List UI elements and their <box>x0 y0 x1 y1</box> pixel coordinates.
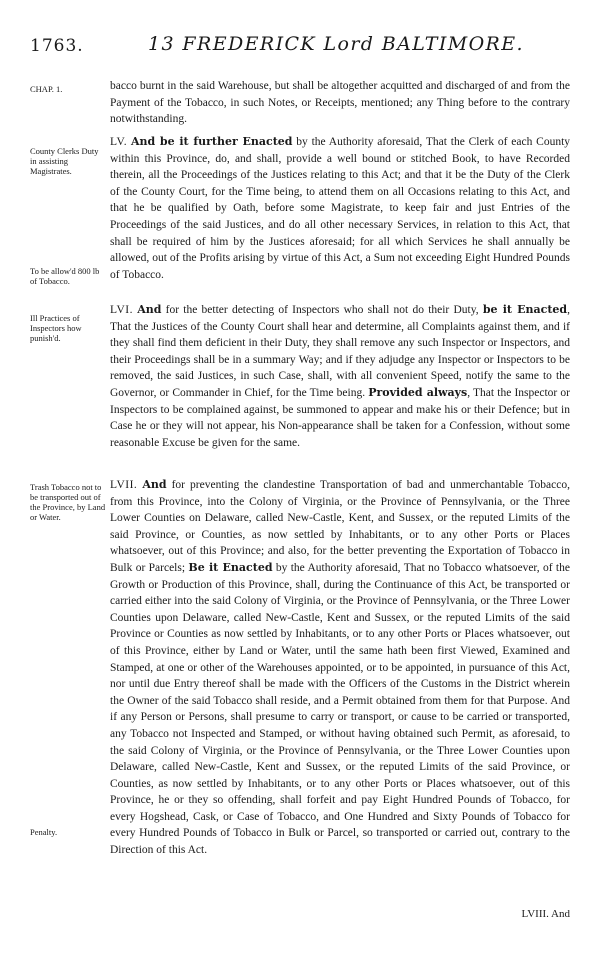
blackletter-phrase: be it Enacted <box>482 303 568 316</box>
margin-note-penalty: Penalty. <box>30 827 58 837</box>
blackletter-phrase: Provided always <box>368 385 468 399</box>
blackletter-phrase: And <box>142 478 167 491</box>
margin-note-ill-practices: Ill Practices of Inspectors how punish'd. <box>30 313 82 343</box>
catchword: LVIII. And <box>521 908 570 920</box>
section-lvii <box>110 477 570 859</box>
section-text: by the Authority aforesaid, That no Tobacco whatsoever, of the Growth or Production of this Province, shall, during the Continuance of this Act, be transported or carried either into the said Colony of Virginia, or the Province of Pennsylvania, or the Three Lower Counties upon Delaware, called New-Castle, Kent and Sussex, or the reputed Limits of the said Province or Counties as now settled by Inhabitants, or to any other Ports or Places whatsoever, out of this Province, either by Land or Water, until the same hath been first Viewed, Examined and Stamped, at one or other of the Warehouses appointed, or to be appointed, in pursuance of this Act, nor until due Entry thereof shall be made with the Officers of the Customs in the District wherein the Owner of the said Tobacco shall reside, and a Permit obtained from them for that Purpose. And if any Person or Persons, shall presume to carry or transport, or cause to be carried or transported, any Tobacco not Inspected and Stamped, or without having obtained such Permit, as aforesaid, to the said Colony of Virginia, or the Province of Pennsylvania, or the Three Lower Counties upon Delaware, called New-Castle, Kent and Sussex, or the reputed Limits of the said Province, or Counties, as now settled by Inhabitants, or to any other Ports or Places whatsoever, out of this Province, he or they so offending, shall forfeit and pay Eight Hundred Pounds of Tobacco, for every Hogshead, Cask, or Case of Tobacco, and One Hundred and Sixty Pounds of Tobacco for every Hundred Pounds of Tobacco in Bulk or Parcel, so transported or carried out, contrary to the Direction of this Act. <box>110 561 570 857</box>
section-text: by the Authority aforesaid, That the Clerk of each County within this Province, do, and shall, provide a well bound or stitched Book, to have Recorded therein, all the Proceedings of the Justices relating to this Act; and that it be the Duty of the Clerk of the County Court, for the Time being, to attend them on all Occasions relating to this Act, and that he be qualified by Oath, before some Magistrate, to keep fair and just Entries of the Proceedings of the said Justices, and do all other necessary Services, in relation to this Act, that shall be required of him by the Justices aforesaid; for all which Services he shall annually be allowed, out of the Profits arising by virtue of this Act, a Sum not exceeding Eight Hundred Pounds of Tobacco. <box>110 136 571 281</box>
header-year: 1763. <box>30 36 84 56</box>
section-text: for preventing the clandestine Transportation of bad and unmerchantable Tobacco, from this Province, into the Colony of Virginia, or the Province of Pennsylvania, or the Three Lower Counties on Delaware, called New-Castle, Kent, and Sussex, or the reputed Limits of the said Province, or Counties, as now settled by Inhabitants, or to any other Ports or Places whatsoever, out of this Province; and also, for the better preventing the Exportation of Tobacco in Bulk or Parcels; <box>110 479 570 574</box>
margin-note-allowance: To be allow'd 800 lb of Tobacco. <box>30 266 100 286</box>
section-number: LVI. <box>110 304 133 316</box>
section-text: , That the Inspector or Inspectors to be complained against, be summoned to appear and make his or their Defence; but in Case he or they will not appear, his Non-appearance shall be taken for a Confession, without some reasonable Excuse be given for the same. <box>110 386 570 449</box>
section-number: LV. <box>110 136 128 148</box>
paragraph-continued <box>110 78 570 128</box>
section-text: for the better detecting of Inspectors who shall not do their Duty, <box>161 304 483 316</box>
blackletter-phrase: And <box>137 303 162 316</box>
margin-note-chap: CHAP. 1. <box>30 84 63 94</box>
margin-note-county-clerks: County Clerks Duty in assisting Magistrates. <box>30 146 99 176</box>
margin-note-trash-tobacco: Trash Tobacco not to be transported out of the Province, by Land or Water. <box>30 482 106 522</box>
paragraph-text: bacco burnt in the said Warehouse, but shall be altogether acquitted and discharged of and from the Payment of the Tobacco, in such Notes, or Receipts, mentioned; any Thing before to the contrary notwithstanding. <box>110 80 570 126</box>
running-header <box>30 28 570 68</box>
section-number: LVII. <box>110 479 138 491</box>
blackletter-phrase: And be it further Enacted <box>130 135 293 148</box>
section-lv <box>110 134 570 283</box>
blackletter-phrase: Be it Enacted <box>188 560 273 574</box>
section-text: , That the Justices of the County Court shall hear and determine, all Complaints against them, and if they shall find them deficient in their Duty, they shall remove any such Inspector or Inspectors, and their Proceedings shall be in a summary Way; and if they adjudge any Inspector or Inspectors to be removed, the said Justices, in such Case, shall, with all convenient Speed, notify the same to the Governor, or Commander in Chief, for the Time being. <box>110 304 570 399</box>
section-lvi <box>110 302 570 451</box>
header-title: 13 FREDERICK Lord BALTIMORE. <box>148 33 524 55</box>
